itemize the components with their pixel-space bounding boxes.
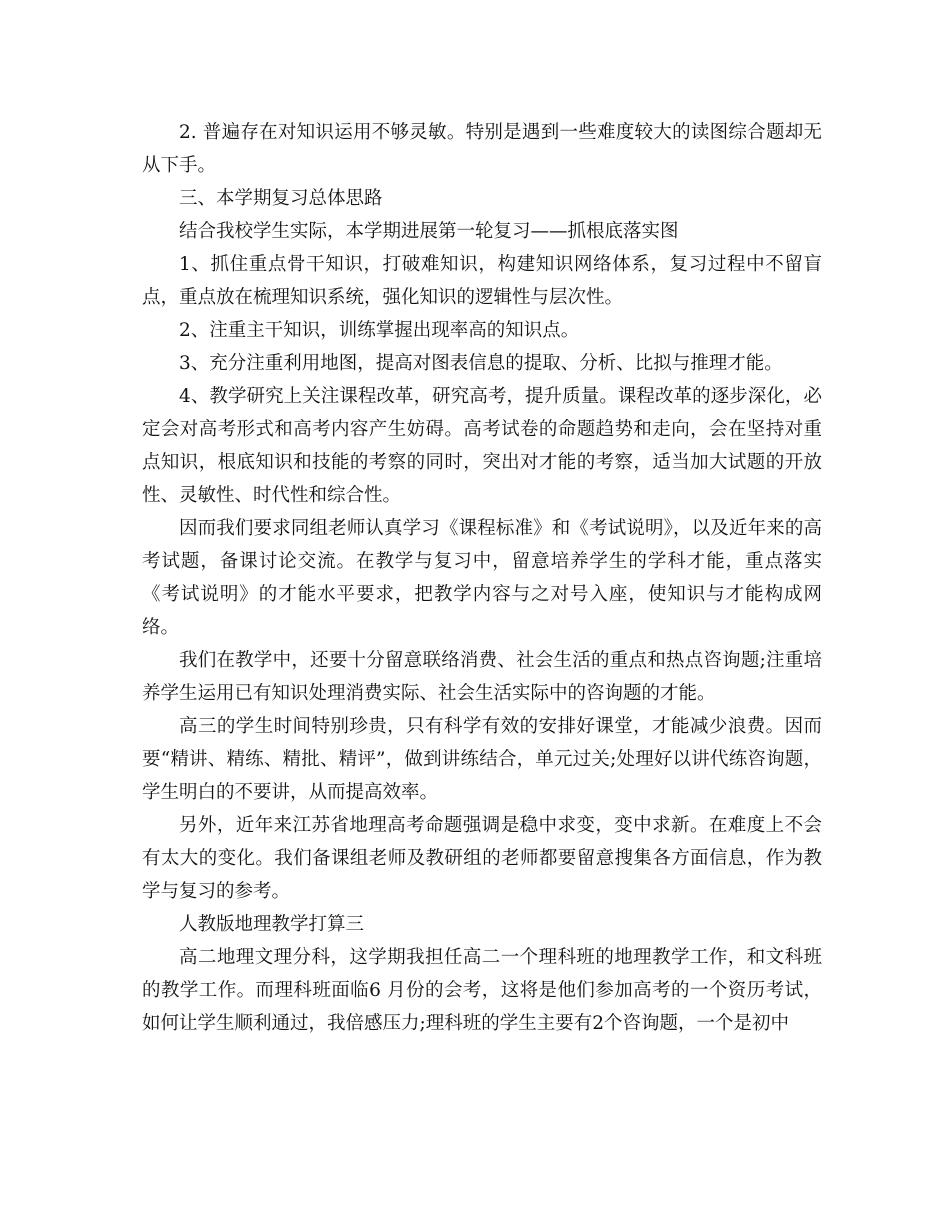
paragraph-7: 4、教学研究上关注课程改革，研究高考，提升质量。课程改革的逐步深化，必定会对高考形式和高考内容产生妨碍。高考试卷的命题趋势和走向，会在坚持对重点知识，根底知识和技能的考察的同时，突出对才能的考察，适当加大试题的开放性、灵敏性、时代性和综合性。	[142, 386, 822, 506]
paragraph-4: 1、抓住重点骨干知识，打破难知识，构建知识网络体系，复习过程中不留盲点，重点放在梳理知识系统，强化知识的逻辑性与层次性。	[142, 254, 822, 308]
paragraph-6: 3、充分注重利用地图，提高对图表信息的提取、分析、比拟与推理才能。	[179, 353, 783, 374]
paragraph-8: 因而我们要求同组老师认真学习《课程标准》和《考试说明》，以及近年来的高考试题，备课讨论交流。在教学与复习中，留意培养学生的学科才能，重点落实《考试说明》的才能水平要求，把教学内容与之对号入座，使知识与才能构成网络。	[142, 518, 822, 638]
paragraph-11: 另外，近年来江苏省地理高考命题强调是稳中求变，变中求新。在难度上不会有太大的变化。我们备课组老师及教研组的老师都要留意搜集各方面信息，作为教学与复习的参考。	[142, 815, 822, 902]
paragraph-5: 2、注重主干知识，训练掌握出现率高的知识点。	[179, 320, 580, 341]
paragraph-3: 结合我校学生实际，本学期进展第一轮复习——抓根底落实图	[179, 221, 679, 242]
document-body	[142, 116, 822, 1040]
paragraph-10: 高三的学生时间特别珍贵，只有科学有效的安排好课堂，才能减少浪费。因而要“精讲、精练、精批、精评”，做到讲练结合，单元过关;处理好以讲代练咨询题，学生明白的不要讲，从而提高效率。	[142, 716, 822, 803]
paragraph-9: 我们在教学中，还要十分留意联络消费、社会生活的重点和热点咨询题;注重培养学生运用已有知识处理消费实际、社会生活实际中的咨询题的才能。	[142, 650, 822, 704]
paragraph-13: 高二地理文理分科，这学期我担任高二一个理科班的地理教学工作，和文科班的教学工作。而理科班面临6 月份的会考，这将是他们参加高考的一个资历考试，如何让学生顺利通过，我倍感压力;理科班的学生主要有2个咨询题，一个是初中	[142, 947, 822, 1034]
paragraph-1: 2. 普遍存在对知识运用不够灵敏。特别是遇到一些难度较大的读图综合题却无从下手。	[142, 122, 822, 176]
section-title-plan-3: 人教版地理教学打算三	[179, 914, 365, 935]
section-heading-3: 三、本学期复习总体思路	[179, 188, 383, 209]
